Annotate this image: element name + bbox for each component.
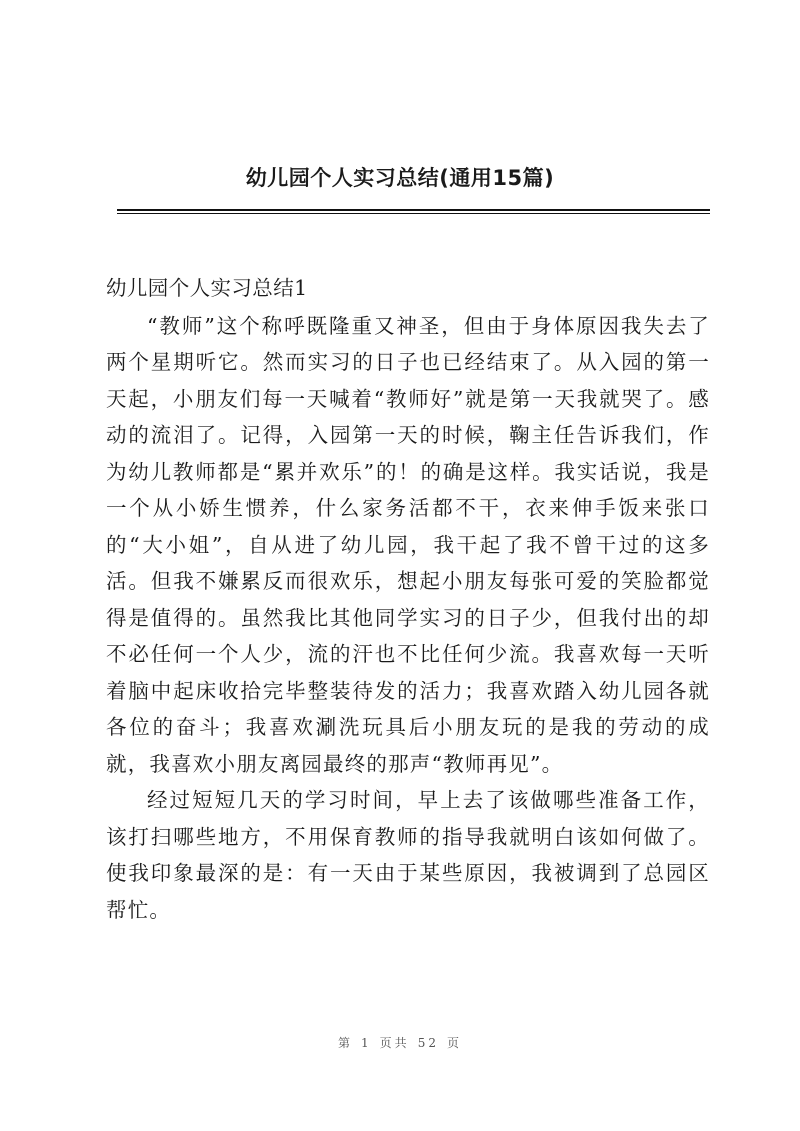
page-label-mid: 页共: [379, 1036, 410, 1050]
title-divider: [117, 209, 710, 214]
paragraph-1: “教师”这个称呼既隆重又神圣，但由于身体原因我失去了两个星期听它。然而实习的日子也已经结束了。从入园的第一天起，小朋友们每一天喊着“教师好”就是第一天我就哭了。感动的流泪了。记得，入园第一天的时候，鞠主任告诉我们，作为幼儿教师都是“累并欢乐”的！的确是这样。我实话说，我是一个从小娇生惯养，什么家务活都不干，衣来伸手饭来张口的“大小姐”，自从进了幼儿园，我干起了我不曾干过的这多活。但我不嫌累反而很欢乐，想起小朋友每张可爱的笑脸都觉得是值得的。虽然我比其他同学实习的日子少，但我付出的却不必任何一个人少，流的汗也不比任何少流。我喜欢每一天听着脑中起床收拾完毕整装待发的活力；我喜欢踏入幼儿园各就各位的奋斗；我喜欢涮洗玩具后小朋友玩的是我的劳动的成就，我喜欢小朋友离园最终的那声“教师再见”。: [106, 313, 710, 776]
page-current: 1: [361, 1036, 372, 1050]
page-label-suffix: 页: [446, 1036, 462, 1050]
document-body: [106, 270, 710, 928]
page-total: 52: [417, 1036, 439, 1050]
section-heading: 幼儿园个人实习总结1: [106, 276, 308, 300]
page-number: [0, 1034, 800, 1051]
document-title: 幼儿园个人实习总结(通用15篇): [245, 166, 555, 190]
paragraph-2: 经过短短几天的学习时间，早上去了该做哪些准备工作，该打扫哪些地方，不用保育教师的指导我就明白该如何做了。使我印象最深的是：有一天由于某些原因，我被调到了总园区帮忙。: [106, 788, 710, 922]
page-label-prefix: 第: [338, 1036, 354, 1050]
